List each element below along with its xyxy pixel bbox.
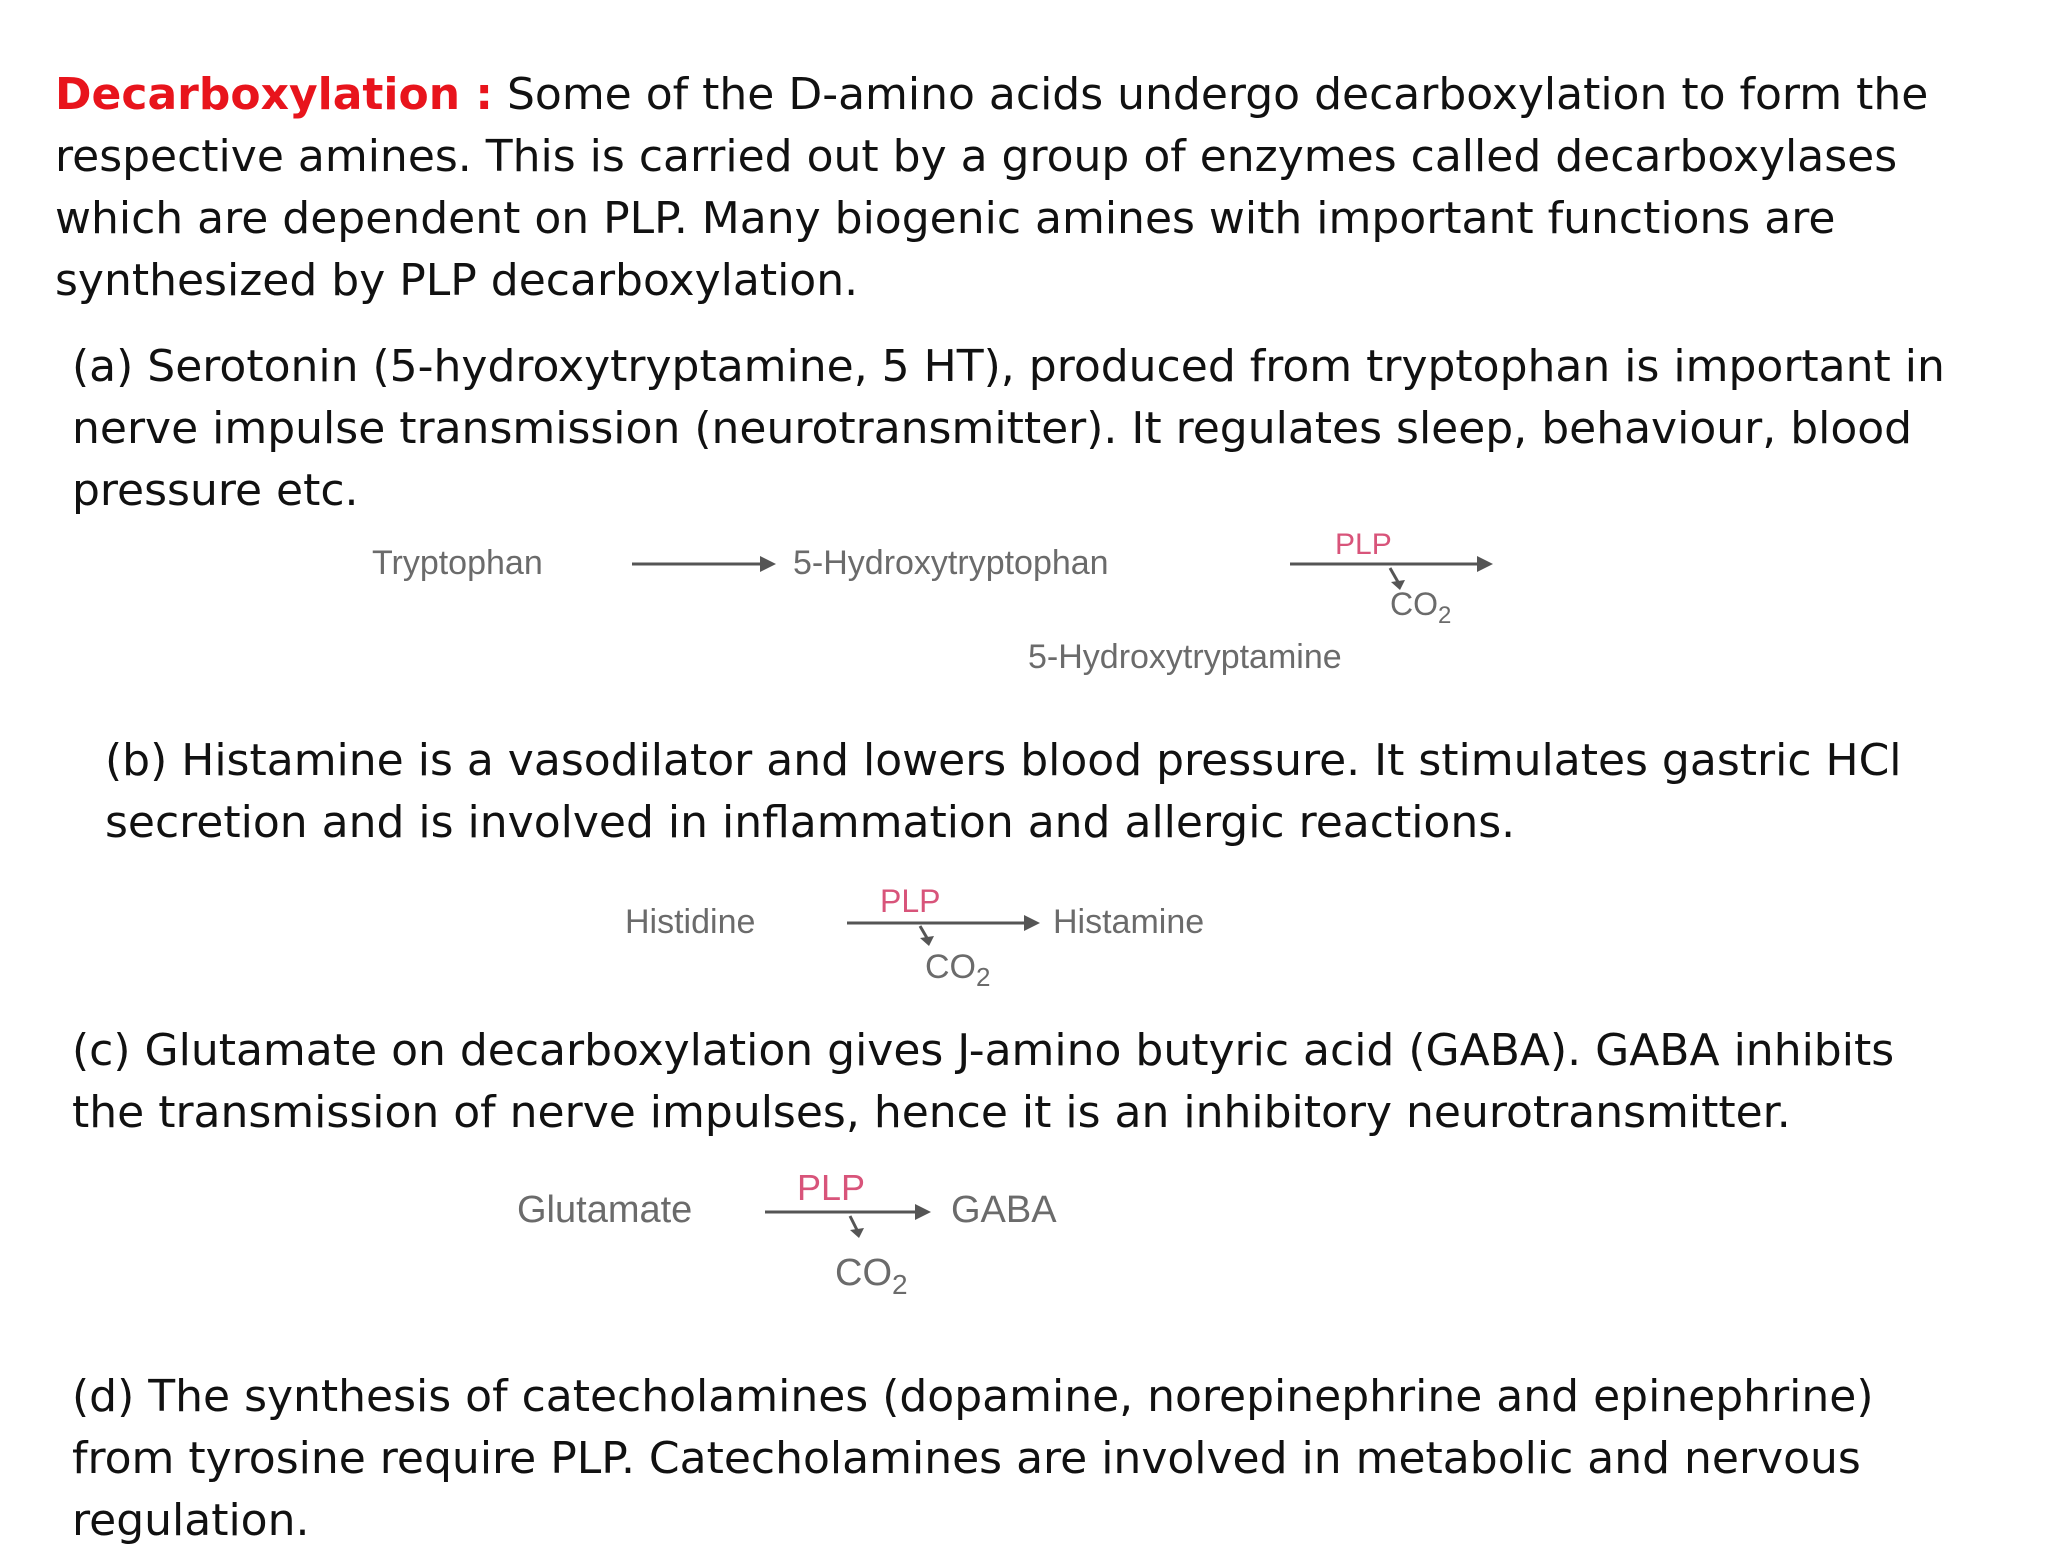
histamine-paragraph: (b) Histamine is a vasodilator and lowers blood pressure. It stimulates gastric HCl secretion and is involved in inflammation and allergic reactions. — [105, 735, 1902, 848]
plp-label: PLP — [797, 1167, 866, 1208]
hydroxytryptamine-label: 5-Hydroxytryptamine — [1028, 638, 1342, 676]
section-heading: Decarboxylation : — [55, 69, 493, 120]
co2-label: $CO_2$ — [835, 1252, 908, 1300]
glutamate-label: Glutamate — [517, 1189, 693, 1231]
serotonin-scheme — [360, 530, 1520, 685]
plp-label: PLP — [880, 883, 941, 919]
gaba-scheme — [505, 1160, 1125, 1310]
serotonin-paragraph: (a) Serotonin (5-hydroxytryptamine, 5 HT), produced from tryptophan is important in nerve impulse transmission (neurotransmitter). It regulates sleep, behaviour, blood pressure etc. — [72, 341, 1945, 516]
histamine-scheme — [615, 878, 1315, 998]
arrow-head — [1024, 915, 1040, 931]
co2-release-arrow — [920, 926, 927, 938]
arrow-head — [920, 936, 934, 946]
histamine-label: Histamine — [1053, 903, 1205, 941]
plp-label: PLP — [1335, 530, 1392, 561]
co2-release-arrow — [1390, 568, 1398, 582]
tryptophan-label: Tryptophan — [372, 544, 543, 582]
hydroxytryptophan-label: 5-Hydroxytryptophan — [793, 544, 1109, 582]
co2-release-arrow — [850, 1216, 857, 1230]
intro-text: Some of the D-amino acids undergo decarboxylation to form the respective amines. This is carried out by a group of enzymes called decarboxylases which are dependent on PLP. Many biogenic amines with important functions are synthesized by PLP decarboxylation. — [55, 69, 1929, 306]
gaba-label: GABA — [951, 1189, 1057, 1231]
arrow-head — [1477, 556, 1493, 572]
arrow-head — [850, 1228, 864, 1238]
co2-label: $CO_2$ — [1390, 586, 1452, 629]
gaba-paragraph: (c) Glutamate on decarboxylation gives J-amino butyric acid (GABA). GABA inhibits the transmission of nerve impulses, hence it is an inhibitory neurotransmitter. — [72, 1025, 1895, 1138]
arrow-head — [915, 1204, 931, 1220]
catecholamine-paragraph: (d) The synthesis of catecholamines (dopamine, norepinephrine and epinephrine) from tyrosine require PLP. Catecholamines are involved in metabolic and nervous regulation. — [72, 1371, 1874, 1546]
intro-paragraph — [55, 64, 1985, 312]
arrow-head — [760, 556, 776, 572]
co2-label: $CO_2$ — [925, 948, 991, 992]
histidine-label: Histidine — [625, 903, 756, 941]
